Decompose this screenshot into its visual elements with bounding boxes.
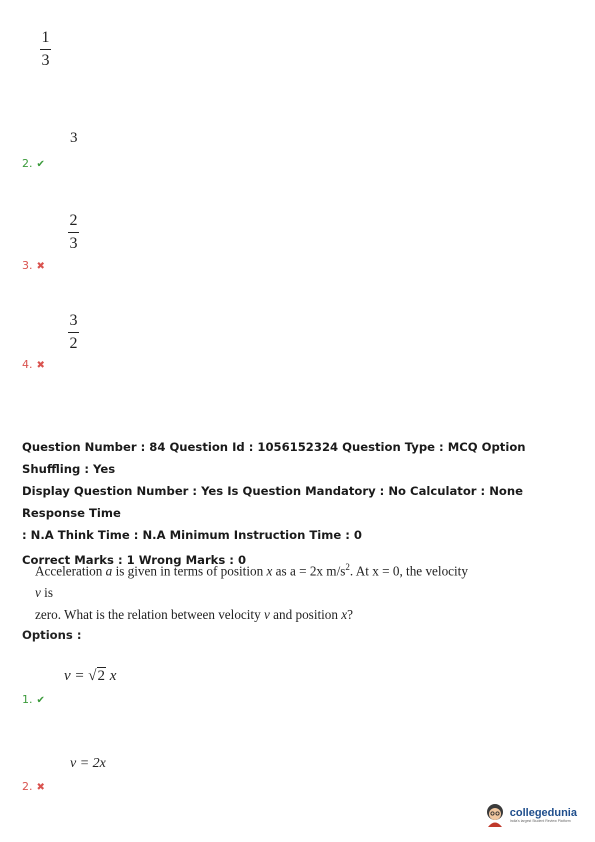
question-line-2 xyxy=(35,604,475,626)
option-1-formula xyxy=(64,668,116,685)
option-index: 2. xyxy=(22,780,33,793)
option-4-fraction xyxy=(68,313,79,352)
fraction-numerator: 2 xyxy=(69,212,78,229)
variable-v: v xyxy=(264,607,270,623)
option-3-label xyxy=(22,259,45,272)
option-3-fraction xyxy=(68,213,79,252)
option-2-formula: v = 2x xyxy=(70,756,106,771)
logo-mascot-icon xyxy=(484,803,506,827)
text-span: as xyxy=(272,563,290,579)
fraction-numerator: 1 xyxy=(41,29,50,46)
fraction-bar xyxy=(68,332,79,333)
logo-text xyxy=(510,807,577,824)
meta-line-1: Question Number : 84 Question Id : 1056152324 Question Type : MCQ Option Shuffling : Yes xyxy=(22,440,526,476)
option-index: 1. xyxy=(22,693,33,706)
fraction-bar xyxy=(40,49,51,50)
text-span: and position xyxy=(269,607,342,623)
question-line-1 xyxy=(35,556,475,604)
fraction-denominator: 3 xyxy=(41,52,50,69)
text-span: ? xyxy=(347,607,354,623)
variable-v: v xyxy=(35,585,41,601)
option-index: 3. xyxy=(22,259,33,272)
initial-condition: x = 0 xyxy=(372,563,400,579)
option-2-new-label xyxy=(22,780,45,793)
cross-icon: ✖ xyxy=(36,782,45,793)
option-1-fraction xyxy=(40,30,51,69)
variable-x: x xyxy=(266,563,273,579)
variable-a: a xyxy=(105,563,113,579)
fraction-denominator: 3 xyxy=(69,235,78,252)
marks-line: Correct Marks : 1 Wrong Marks : 0 xyxy=(22,553,247,567)
meta-line-3: : N.A Think Time : N.A Minimum Instruction Time : 0 xyxy=(22,528,362,542)
text-span: Acceleration xyxy=(35,563,106,579)
text-span: , the velocity xyxy=(399,563,468,579)
check-icon: ✔ xyxy=(36,695,45,706)
formula-rhs: x xyxy=(106,668,117,684)
logo-name: collegedunia xyxy=(509,806,577,819)
text-span: zero. What is the relation between velocity xyxy=(35,607,264,623)
meta-line-2: Display Question Number : Yes Is Question Mandatory : No Calculator : None Response Time xyxy=(22,484,524,520)
question-text xyxy=(35,556,475,626)
fraction-bar xyxy=(68,232,79,233)
formula-exponent: 2 xyxy=(345,562,350,572)
text-span: is given in terms of position xyxy=(112,563,267,579)
collegedunia-logo xyxy=(484,803,577,827)
logo-tagline: India's largest Student Review Platform xyxy=(509,818,571,823)
radicand: 2 xyxy=(97,668,106,684)
fraction-denominator: 2 xyxy=(69,335,78,352)
options-heading: Options : xyxy=(22,628,82,642)
acceleration-formula: a = 2x m/s xyxy=(289,563,346,579)
text-span: . At xyxy=(349,563,373,579)
option-2-value: 3 xyxy=(70,130,78,146)
cross-icon: ✖ xyxy=(36,360,45,371)
sqrt-icon: √ xyxy=(88,668,97,684)
variable-x: x xyxy=(341,607,348,623)
option-1-label xyxy=(22,693,45,706)
option-2-label xyxy=(22,157,45,170)
formula-lhs: v = xyxy=(64,668,89,684)
option-4-label xyxy=(22,358,45,371)
option-index: 2. xyxy=(22,157,33,170)
option-index: 4. xyxy=(22,358,33,371)
text-span: is xyxy=(40,585,53,601)
fraction-numerator: 3 xyxy=(69,312,78,329)
cross-icon: ✖ xyxy=(36,261,45,272)
check-icon: ✔ xyxy=(36,159,45,170)
question-meta xyxy=(22,436,582,571)
